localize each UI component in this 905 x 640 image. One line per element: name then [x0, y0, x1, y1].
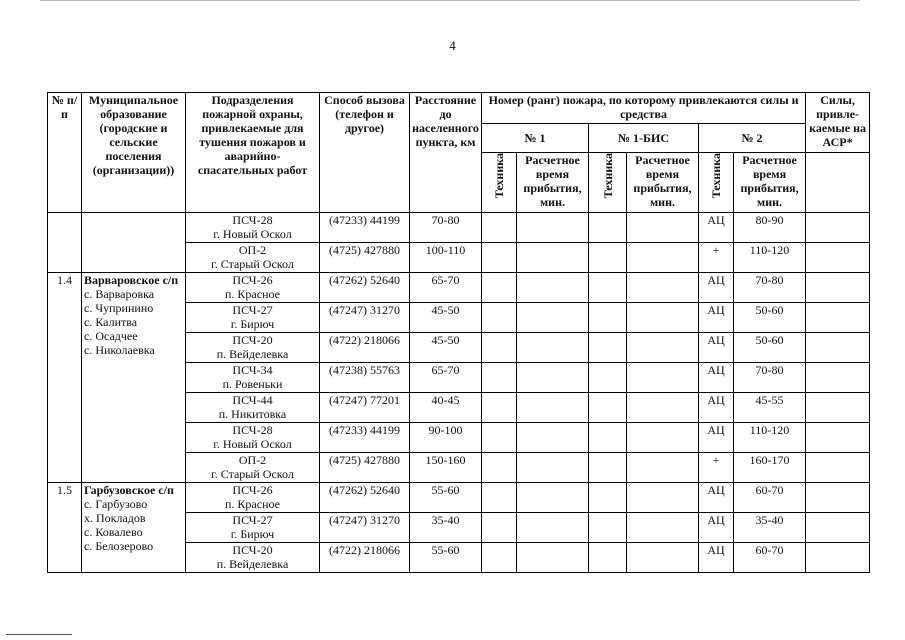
- phone-cell: (47247) 31270: [320, 303, 410, 333]
- tech-1bis-cell: [589, 243, 627, 273]
- tech-1-cell: [482, 363, 517, 393]
- asr-cell: [806, 273, 870, 303]
- settlement-name: х. Покладов: [84, 511, 146, 525]
- tech-2-cell: АЦ: [699, 333, 734, 363]
- table-header: [48, 93, 870, 213]
- eta-2-cell: 45-55: [734, 393, 806, 423]
- tech-2-cell: АЦ: [699, 213, 734, 243]
- fire-unit-location: г. Бирюч: [230, 527, 275, 541]
- header-asr: Силы, привле-каемые на АСР*: [806, 93, 870, 153]
- distance-cell: 55-60: [410, 483, 482, 513]
- phone-cell: (47238) 55763: [320, 363, 410, 393]
- fire-unit-name: ПСЧ-26: [232, 273, 273, 287]
- asr-cell: [806, 333, 870, 363]
- distance-cell: 40-45: [410, 393, 482, 423]
- eta-1bis-cell: [627, 213, 699, 243]
- eta-1bis-cell: [627, 333, 699, 363]
- fire-unit-cell: [186, 213, 320, 243]
- tech-2-cell: АЦ: [699, 513, 734, 543]
- distance-cell: 90-100: [410, 423, 482, 453]
- tech-2-cell: АЦ: [699, 303, 734, 333]
- eta-1bis-cell: [627, 423, 699, 453]
- asr-cell: [806, 303, 870, 333]
- settlement-name: с. Гарбузово: [84, 497, 148, 511]
- fire-unit-location: г. Бирюч: [230, 317, 275, 331]
- distance-cell: 55-60: [410, 543, 482, 573]
- header-eta-2: Расчетное время прибытия, мин.: [734, 153, 806, 213]
- tech-2-cell: +: [699, 243, 734, 273]
- fire-unit-name: ОП-2: [238, 243, 267, 257]
- asr-cell: [806, 243, 870, 273]
- table-row: [48, 483, 870, 513]
- asr-cell: [806, 513, 870, 543]
- tech-1bis-cell: [589, 423, 627, 453]
- eta-2-cell: 60-70: [734, 483, 806, 513]
- tech-1-cell: [482, 243, 517, 273]
- fire-unit-location: п. Вейделевка: [216, 347, 289, 361]
- eta-2-cell: 70-80: [734, 273, 806, 303]
- table-body: [48, 213, 870, 573]
- tech-1bis-cell: [589, 483, 627, 513]
- settlement-name: с. Варваровка: [84, 287, 155, 301]
- tech-1bis-cell: [589, 363, 627, 393]
- fire-forces-table: [47, 92, 870, 573]
- tech-1bis-cell: [589, 273, 627, 303]
- settlement-name: с. Чупринино: [84, 301, 154, 315]
- bottom-scan-line: [6, 634, 72, 635]
- tech-1-cell: [482, 213, 517, 243]
- fire-unit-name: ПСЧ-34: [232, 363, 273, 377]
- phone-cell: (47233) 44199: [320, 423, 410, 453]
- municipality-cell: [82, 273, 186, 483]
- tech-1bis-cell: [589, 453, 627, 483]
- eta-1-cell: [517, 243, 589, 273]
- phone-cell: (4722) 218066: [320, 543, 410, 573]
- fire-unit-cell: [186, 453, 320, 483]
- tech-2-cell: +: [699, 453, 734, 483]
- fire-unit-cell: [186, 333, 320, 363]
- eta-1-cell: [517, 453, 589, 483]
- phone-cell: (47247) 77201: [320, 393, 410, 423]
- eta-1bis-cell: [627, 513, 699, 543]
- eta-1-cell: [517, 513, 589, 543]
- fire-unit-location: г. Новый Оскол: [213, 227, 292, 241]
- header-tech-2: Техника: [699, 153, 734, 213]
- distance-cell: 65-70: [410, 273, 482, 303]
- tech-2-cell: АЦ: [699, 393, 734, 423]
- tech-1-cell: [482, 543, 517, 573]
- header-eta-1bis: Расчетное время прибытия, мин.: [627, 153, 699, 213]
- header-distance: Расстояние до населенного пункта, км: [410, 93, 482, 213]
- distance-cell: 150-160: [410, 453, 482, 483]
- tech-1bis-cell: [589, 213, 627, 243]
- distance-cell: 45-50: [410, 303, 482, 333]
- asr-cell: [806, 453, 870, 483]
- municipality-cell: [82, 483, 186, 573]
- tech-1bis-cell: [589, 333, 627, 363]
- phone-cell: (47262) 52640: [320, 273, 410, 303]
- fire-unit-name: ПСЧ-20: [232, 543, 273, 557]
- tech-1-cell: [482, 513, 517, 543]
- eta-2-cell: 160-170: [734, 453, 806, 483]
- settlement-name: с. Белозерово: [84, 539, 154, 553]
- eta-1bis-cell: [627, 483, 699, 513]
- municipality-cell: [82, 213, 186, 273]
- tech-2-cell: АЦ: [699, 423, 734, 453]
- tech-1-cell: [482, 333, 517, 363]
- eta-1-cell: [517, 213, 589, 243]
- asr-cell: [806, 543, 870, 573]
- eta-1bis-cell: [627, 303, 699, 333]
- fire-unit-location: г. Старый Оскол: [211, 467, 294, 481]
- header-call-method: Способ вызова (телефон и другое): [320, 93, 410, 213]
- eta-2-cell: 70-80: [734, 363, 806, 393]
- fire-unit-cell: [186, 273, 320, 303]
- eta-2-cell: 80-90: [734, 213, 806, 243]
- eta-2-cell: 110-120: [734, 243, 806, 273]
- settlement-name: с. Николаевка: [84, 343, 155, 357]
- header-tech-1: Техника: [482, 153, 517, 213]
- asr-cell: [806, 213, 870, 243]
- fire-unit-cell: [186, 303, 320, 333]
- distance-cell: 65-70: [410, 363, 482, 393]
- municipality-title: Гарбузовское с/п: [84, 483, 174, 497]
- settlement-name: с. Калитва: [84, 315, 138, 329]
- tech-1-cell: [482, 273, 517, 303]
- eta-1-cell: [517, 543, 589, 573]
- fire-unit-name: ПСЧ-28: [232, 423, 273, 437]
- fire-unit-name: ОП-2: [238, 453, 267, 467]
- eta-2-cell: 50-60: [734, 303, 806, 333]
- settlement-name: с. Ковалево: [84, 525, 143, 539]
- asr-cell: [806, 393, 870, 423]
- eta-2-cell: 110-120: [734, 423, 806, 453]
- eta-1bis-cell: [627, 243, 699, 273]
- row-number-cell: [48, 213, 82, 273]
- fire-unit-name: ПСЧ-27: [232, 513, 273, 527]
- header-rank-1bis: № 1-БИС: [589, 124, 699, 153]
- tech-2-cell: АЦ: [699, 273, 734, 303]
- header-num: № п/п: [48, 93, 82, 213]
- phone-cell: (47247) 31270: [320, 513, 410, 543]
- fire-unit-cell: [186, 423, 320, 453]
- eta-2-cell: 35-40: [734, 513, 806, 543]
- header-rank-1: № 1: [482, 124, 589, 153]
- eta-1-cell: [517, 333, 589, 363]
- fire-unit-location: г. Старый Оскол: [211, 257, 294, 271]
- tech-1-cell: [482, 393, 517, 423]
- header-eta-1: Расчетное время прибытия, мин.: [517, 153, 589, 213]
- tech-2-cell: АЦ: [699, 363, 734, 393]
- eta-1-cell: [517, 273, 589, 303]
- fire-unit-location: п. Ровеньки: [222, 377, 283, 391]
- fire-unit-cell: [186, 243, 320, 273]
- eta-1bis-cell: [627, 453, 699, 483]
- fire-unit-location: п. Красное: [225, 497, 280, 511]
- fire-unit-name: ПСЧ-26: [232, 483, 273, 497]
- phone-cell: (4725) 427880: [320, 243, 410, 273]
- tech-1bis-cell: [589, 303, 627, 333]
- phone-cell: (4725) 427880: [320, 453, 410, 483]
- eta-2-cell: 50-60: [734, 333, 806, 363]
- asr-cell: [806, 363, 870, 393]
- tech-2-cell: АЦ: [699, 483, 734, 513]
- phone-cell: (47262) 52640: [320, 483, 410, 513]
- header-fire-rank: Номер (ранг) пожара, по которому привлекаются силы и средства: [482, 93, 806, 124]
- eta-1bis-cell: [627, 393, 699, 423]
- fire-unit-cell: [186, 483, 320, 513]
- tech-1-cell: [482, 453, 517, 483]
- asr-cell: [806, 423, 870, 453]
- eta-1-cell: [517, 483, 589, 513]
- tech-1-cell: [482, 303, 517, 333]
- tech-1bis-cell: [589, 513, 627, 543]
- distance-cell: 70-80: [410, 213, 482, 243]
- row-number-cell: 1.5: [48, 483, 82, 573]
- distance-cell: 100-110: [410, 243, 482, 273]
- table-row: [48, 273, 870, 303]
- fire-unit-cell: [186, 513, 320, 543]
- fire-unit-name: ПСЧ-28: [232, 213, 273, 227]
- fire-unit-location: п. Никитовка: [218, 407, 287, 421]
- settlement-name: с. Осадчее: [84, 329, 138, 343]
- phone-cell: (47233) 44199: [320, 213, 410, 243]
- fire-unit-cell: [186, 363, 320, 393]
- eta-1-cell: [517, 303, 589, 333]
- header-tech-1bis: Техника: [589, 153, 627, 213]
- table-row: [48, 213, 870, 243]
- tech-1-cell: [482, 423, 517, 453]
- eta-2-cell: 60-70: [734, 543, 806, 573]
- tech-1-cell: [482, 483, 517, 513]
- row-number-cell: 1.4: [48, 273, 82, 483]
- eta-1bis-cell: [627, 543, 699, 573]
- eta-1-cell: [517, 423, 589, 453]
- header-units: Подразделения пожарной охраны, привлекаемые для тушения пожаров и аварийно-спасательных работ: [186, 93, 320, 213]
- distance-cell: 45-50: [410, 333, 482, 363]
- fire-unit-location: г. Новый Оскол: [213, 437, 292, 451]
- eta-1-cell: [517, 393, 589, 423]
- fire-unit-location: п. Вейделевка: [216, 557, 289, 571]
- top-scan-line: [40, 0, 860, 1]
- municipality-title: Варваровское с/п: [84, 273, 179, 287]
- tech-1bis-cell: [589, 543, 627, 573]
- fire-unit-name: ПСЧ-27: [232, 303, 273, 317]
- fire-unit-cell: [186, 393, 320, 423]
- fire-unit-cell: [186, 543, 320, 573]
- header-rank-2: № 2: [699, 124, 806, 153]
- tech-2-cell: АЦ: [699, 543, 734, 573]
- eta-1bis-cell: [627, 273, 699, 303]
- page-number: 4: [449, 38, 456, 53]
- distance-cell: 35-40: [410, 513, 482, 543]
- phone-cell: (4722) 218066: [320, 333, 410, 363]
- eta-1-cell: [517, 363, 589, 393]
- fire-unit-location: п. Красное: [225, 287, 280, 301]
- tech-1bis-cell: [589, 393, 627, 423]
- asr-cell: [806, 483, 870, 513]
- header-municipality: Муниципальное образование (городские и сельские поселения (организации)): [82, 93, 186, 213]
- header-asr-blank: [806, 153, 870, 213]
- fire-unit-name: ПСЧ-44: [232, 393, 273, 407]
- eta-1bis-cell: [627, 363, 699, 393]
- fire-unit-name: ПСЧ-20: [232, 333, 273, 347]
